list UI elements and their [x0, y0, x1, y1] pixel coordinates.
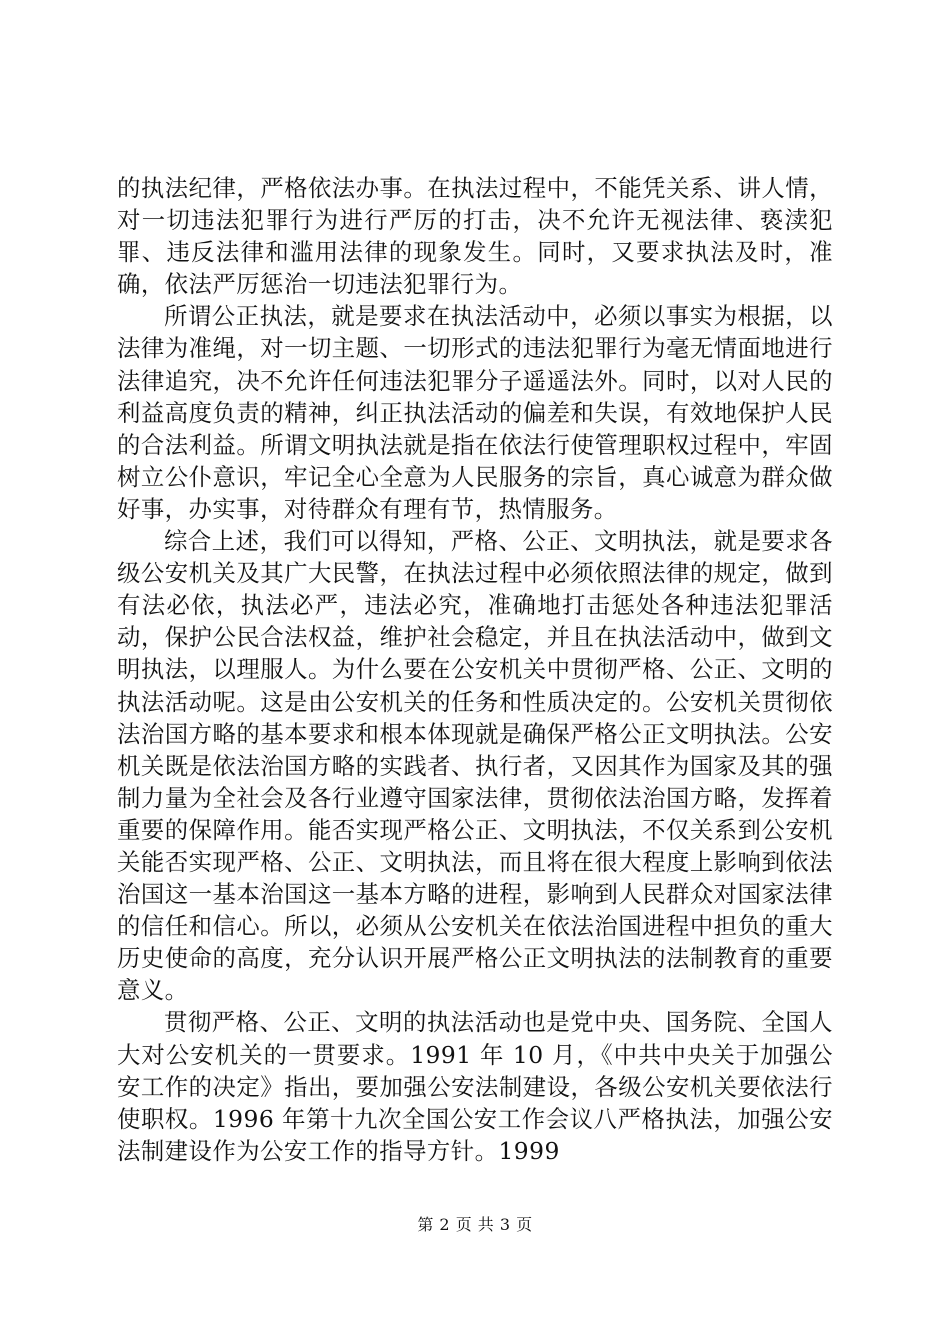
paragraph-continuation: 的执法纪律，严格依法办事。在执法过程中，不能凭关系、讲人情，对一切违法犯罪行为进行严厉的打击，决不允许无视法律、亵渎犯罪、违反法律和滥用法律的现象发生。同时，又要求执法及时，准确，依法严厉惩治一切违法犯罪行为。: [117, 174, 833, 299]
paragraph-fair-enforcement: 所谓公正执法，就是要求在执法活动中，必须以事实为根据，以法律为准绳，对一切主题、一切形式的违法犯罪行为毫无情面地进行法律追究，决不允许任何违法犯罪分子遥遥法外。同时，以对人民的利益高度负责的精神，纠正执法活动的偏差和失误，有效地保护人民的合法利益。所谓文明执法就是指在依法行使管理职权过程中，牢固树立公仆意识，牢记全心全意为人民服务的宗旨，真心诚意为群众做好事，办实事，对待群众有理有节，热情服务。: [117, 302, 833, 523]
body-text: [117, 172, 833, 1167]
paragraph-summary: 综合上述，我们可以得知，严格、公正、文明执法，就是要求各级公安机关及其广大民警，在执法过程中必须依照法律的规定，做到有法必依，执法必严，违法必究，准确地打击惩处各种违法犯罪活动，保护公民合法权益，维护社会稳定，并且在执法活动中，做到文明执法，以理服人。为什么要在公安机关中贯彻严格、公正、文明的执法活动呢。这是由公安机关的任务和性质决定的。公安机关贯彻依法治国方略的基本要求和根本体现就是确保严格公正文明执法。公安机关既是依法治国方略的实践者、执行者，又因其作为国家及其的强制力量为全社会及各行业遵守国家法律，贯彻依法治国方略，发挥着重要的保障作用。能否实现严格公正、文明执法，不仅关系到公安机关能否实现严格、公正、文明执法，而且将在很大程度上影响到依法治国这一基本治国这一基本方略的进程，影响到人民群众对国家法律的信任和信心。所以，必须从公安机关在依法治国进程中担负的重大历史使命的高度，充分认识开展严格公正文明执法的法制教育的重要意义。: [117, 527, 833, 1005]
page-footer: 第 2 页 共 3 页: [417, 1215, 533, 1234]
paragraph-central-requirements: 贯彻严格、公正、文明的执法活动也是党中央、国务院、全国人大对公安机关的一贯要求。1991 年 10 月，《中共中央关于加强公安工作的决定》指出，要加强公安法制建设，各级公安机关要依法行使职权。1996 年第十九次全国公安工作会议八严格执法，加强公安法制建设作为公安工作的指导方针。1999: [117, 1008, 833, 1165]
